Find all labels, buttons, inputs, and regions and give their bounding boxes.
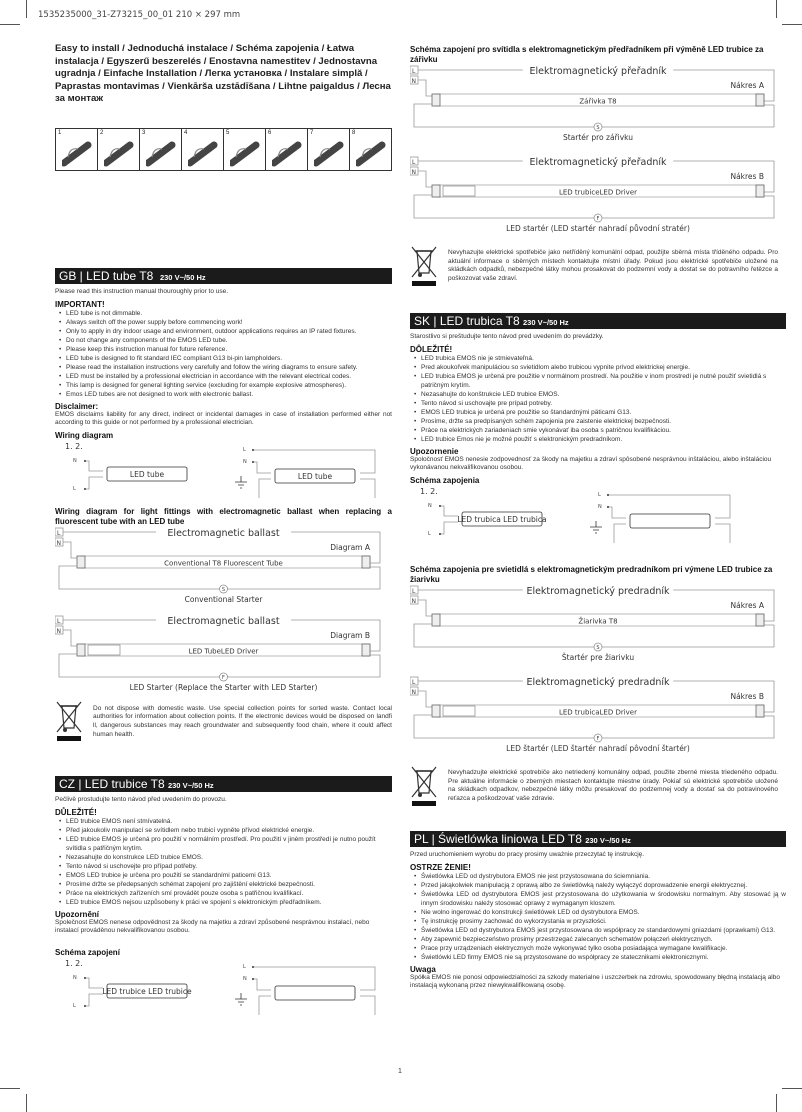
list-item: • Prace przy urządzeniach elektrycznych może wykonywać tylko osoba posiadająca wymagane kwalifikacje. xyxy=(414,944,786,953)
disclaimer-heading: Upozornenie xyxy=(410,446,459,456)
list-item: • Aby zapewnić bezpieczeństwo prosimy przestrzegać zalecanych schematów połączeń elektrycznych. xyxy=(414,935,786,944)
list-item: • Świetlówka LED od dystrybutora EMOS nie jest przystosowana do ściemniania. xyxy=(414,872,786,881)
wire-starter xyxy=(59,654,380,677)
end-cap-right xyxy=(362,644,370,656)
wire-starter xyxy=(414,624,774,647)
terminal-n-label: N xyxy=(411,598,416,605)
tube-label: LED TubeLED Driver xyxy=(188,647,259,656)
label-l-2: L xyxy=(243,963,246,970)
list-item: • EMOS LED trubice je určena pro použití se standardními paticemi G13. xyxy=(59,871,392,880)
important-list xyxy=(414,872,786,962)
weee-text: Nevyhadzujte elektrické spotrebiče ako netriedený komunálny odpad, použite zberné miesta triedeného odpadu. Pre aktuálne informácie o zberných miestach kontaktujte miestne úrady. Pokiaľ sú elektrické spotrebiče uložené na skládkach odpadkov, nebezpečné látky môžu presakovať do podzemnej vody a dostať sa do potravinového reťazca a poškodzovať vaše zdravie. xyxy=(448,769,778,802)
list-item: • Tę instrukcję prosimy zachować do wykorzystania w przyszłości. xyxy=(414,917,786,926)
installation-steps xyxy=(55,128,392,171)
label-l: L xyxy=(73,485,76,492)
diagram-a xyxy=(55,527,392,610)
install-step xyxy=(98,129,140,170)
terminal-l-label: L xyxy=(412,159,416,166)
list-item: • Prosíme, držte sa predpísaných schém zapojenia pre zaistenie elektrickej bezpečnosti. xyxy=(414,417,786,426)
disclaimer-text: Spoločnosť EMOS nenesie zodpovednosť za škody na majetku a zdraví spôsobené nesprávnou inštaláciou, alebo inštaláciou vykonávanou nekvalifikovanou osobou. xyxy=(410,455,772,472)
starter-label: Štartér pre žiarivku xyxy=(561,653,635,662)
step-illustration-icon xyxy=(146,137,176,169)
step-number: 2 xyxy=(100,130,104,136)
list-item: • Práce na elektrických zařízeních smí provádět pouze osoba s patřičnou kvalifikací. xyxy=(59,889,392,898)
simple-wiring-svg xyxy=(55,440,395,498)
simple-wiring-diagram xyxy=(55,440,392,503)
list-item: • This lamp is designed for general lighting service (excluding for example explosive atmospheres). xyxy=(59,381,392,390)
ballast-wiring-svg xyxy=(410,585,786,663)
step-number: 1 xyxy=(58,130,62,136)
list-item: • Please read the installation instructions very carefully and follow the wiring diagrams to ensure safety. xyxy=(59,363,392,372)
tube-label: LED trubiceLED Driver xyxy=(558,188,638,197)
simple-wiring-diagram xyxy=(55,957,392,1020)
starter-label: LED Starter (Replace the Starter with LED Starter) xyxy=(129,682,318,692)
end-cap-right xyxy=(756,705,764,717)
ballast-label: Elektromagnetický predradník xyxy=(526,677,670,688)
step-illustration-icon xyxy=(104,137,134,169)
diagram-label: Diagram A xyxy=(330,542,370,552)
weee-notice xyxy=(410,245,786,292)
step-illustration-icon xyxy=(356,137,386,169)
disclaimer-heading: Disclaimer: xyxy=(55,401,99,411)
section-header: CZ | LED trubice T8 230 V~/50 Hz xyxy=(55,776,392,792)
wire-starter xyxy=(414,715,774,738)
label-n: N xyxy=(428,502,432,509)
step-illustration-icon xyxy=(62,137,92,169)
install-step xyxy=(182,129,224,170)
diagram-a xyxy=(410,585,786,668)
label-n: N xyxy=(73,974,77,981)
list-item: • Prosíme držte se předepsaných schémat zapojení pro zajištění elektrické bezpečnosti. xyxy=(59,880,392,889)
terminal-n-label: N xyxy=(411,689,416,696)
wire-n xyxy=(63,542,81,558)
list-item: • Před jakoukoliv manipulací se svítidlem nebo trubicí vypněte přívod elektrické energie. xyxy=(59,826,392,835)
wiring-heading: Schéma zapojení xyxy=(55,947,120,957)
simple-wiring-svg xyxy=(55,957,395,1015)
list-item: • Please keep this instruction manual for future reference. xyxy=(59,345,392,354)
starter-symbol-label: S xyxy=(596,125,600,131)
led-tube-2 xyxy=(630,514,710,528)
simple-wiring-diagram xyxy=(410,485,786,548)
disclaimer-text: EMOS disclaims liability for any direct, indirect or incidental damages in case of installation performed either not according to this guide or not performed by a professional electrician. xyxy=(55,410,392,427)
label-l-2: L xyxy=(598,491,601,498)
diagram-b xyxy=(410,676,786,759)
weee-notice xyxy=(410,765,786,812)
list-item: • LED trubice EMOS není stmívatelná. xyxy=(59,817,392,826)
section-cz xyxy=(55,776,392,1020)
starter-symbol-label: F xyxy=(222,674,225,681)
list-item: • EMOS LED trubica je určená pre použitie so štandardnými päticami G13. xyxy=(414,408,786,417)
page-number: 1 xyxy=(398,1068,402,1075)
end-cap-right xyxy=(756,614,764,626)
install-step xyxy=(140,129,182,170)
simple-wiring-svg xyxy=(410,485,750,543)
list-item: • LED trubica EMOS je určená pre použitie v normálnom prostredí. Na použitie v inom prostredí je nutné použiť svietidlá s patričným krytím. xyxy=(414,372,786,390)
terminal-l-label: L xyxy=(412,588,416,595)
terminal-n-label: N xyxy=(56,539,61,547)
intro-text: Pečlivě prostudujte tento návod před uvedením do provozu. xyxy=(55,796,227,803)
section-header: GB | LED tube T8 230 V~/50 Hz xyxy=(55,268,392,284)
list-item: • Only to apply in dry indoor usage and environment, outdoor applications requires an IP rated fixtures. xyxy=(59,327,392,336)
tube-label: LED trubica LED trubica xyxy=(457,514,547,524)
label-l: L xyxy=(73,1002,76,1009)
step-number: 4 xyxy=(184,130,188,136)
step-number: 3 xyxy=(142,130,146,136)
end-cap-right xyxy=(362,556,370,568)
terminal-n-label: N xyxy=(411,169,416,176)
starter-symbol-label: S xyxy=(221,586,226,593)
tube-label: Zářivka T8 xyxy=(579,97,617,106)
wire-starter xyxy=(414,104,774,127)
disclaimer-heading: Upozornění xyxy=(55,909,99,919)
list-item: • Nezasahujte do konstrukce LED trubice EMOS. xyxy=(59,853,392,862)
section-pl xyxy=(410,831,786,991)
end-cap-left xyxy=(432,705,440,717)
diagram-label: Nákres B xyxy=(730,692,764,701)
terminal-l-label: L xyxy=(412,68,416,75)
terminal-n-label: N xyxy=(56,627,61,635)
intro-text: Please read this instruction manual thouroughly prior to use. xyxy=(55,288,229,295)
diagram-b xyxy=(410,156,786,239)
diagram-label: Nákres A xyxy=(730,601,764,610)
label-l: L xyxy=(428,530,431,537)
terminal-l-label: L xyxy=(57,617,61,625)
important-heading: OSTRZE ŻENIE! xyxy=(410,862,471,872)
diagram-label: Diagram B xyxy=(330,630,370,640)
starter-symbol-label: S xyxy=(596,645,600,651)
important-list xyxy=(59,817,392,907)
section-gb xyxy=(55,268,392,747)
end-cap-left xyxy=(432,94,440,106)
list-item: • LED tube is not dimmable. xyxy=(59,309,392,318)
end-cap-left xyxy=(77,644,85,656)
end-cap-right xyxy=(756,94,764,106)
label-n-2: N xyxy=(243,458,247,465)
weee-text: Nevyhazujte elektrické spotřebiče jako netříděný komunální odpad, použijte sběrná místa tříděného odpadu. Pro aktuální informace o sběrných místech kontaktujte místní úřady. Pokud jsou elektrické spotřebiče uložené na skládkách odpadků, nebezpečné látky mohou prosakovat do podzemní vody a dostat se do potravního řetězce a poškozovat vaše zdraví. xyxy=(448,249,778,282)
step-number: 8 xyxy=(352,130,356,136)
list-item: • LED tube is designed to fit standard IEC compliant G13 bi-pin lampholders. xyxy=(59,354,392,363)
ballast-label: Elektromagnetický přeřadník xyxy=(529,157,667,168)
label-l-2: L xyxy=(243,446,246,453)
intro-text: Przed uruchomieniem wyrobu do pracy prosimy uważnie przeczytać tę instrukcję. xyxy=(410,851,645,858)
install-step xyxy=(308,129,350,170)
starter-label: Startér pro zářivku xyxy=(562,133,634,142)
diagram-b xyxy=(55,615,392,698)
step-illustration-icon xyxy=(188,137,218,169)
section-sk xyxy=(410,313,786,548)
list-item: • Świetlówka LED od dystrybutora EMOS jest przystosowana do współpracy ze standardowymi gniazdami (oprawkami) G13. xyxy=(414,926,786,935)
list-item: • LED must be installed by a professional electrician in accordance with the relevant electrical codes. xyxy=(59,372,392,381)
ballast-label: Elektromagnetický predradník xyxy=(526,586,670,597)
disclaimer-text: Společnost EMOS nenese odpovědnost za škody na majetku a zdraví způsobené nesprávnou instalací, nebo instalací prováděnou nekvalifikovanou osobou. xyxy=(55,918,370,935)
important-list xyxy=(414,354,786,444)
section-header: SK | LED trubica T8 230 V~/50 Hz xyxy=(410,313,786,329)
diagram-numbers: 1. 2. xyxy=(65,441,83,451)
diagram-numbers: 1. 2. xyxy=(420,486,438,496)
step-illustration-icon xyxy=(230,137,260,169)
document-code: 1535235000_31-Z73215_00_01 210 × 297 mm xyxy=(38,10,241,20)
starter-label: Conventional Starter xyxy=(184,594,263,604)
tube-label-2: LED tube xyxy=(297,471,333,481)
list-item: • Nie wolno ingerować do konstrukcji świetlówek LED od dystrybutora EMOS. xyxy=(414,908,786,917)
wiring-heading: Wiring diagram xyxy=(55,430,114,440)
label-n: N xyxy=(73,457,77,464)
ballast-heading: Schéma zapojení pro svítidla s elektromagnetickým předřadníkem při výměně LED trubice za zářivku xyxy=(410,45,764,64)
ballast-wiring-svg xyxy=(55,615,392,693)
wire-starter xyxy=(414,195,774,218)
install-step xyxy=(56,129,98,170)
end-cap-left xyxy=(432,614,440,626)
label-n-2: N xyxy=(243,975,247,982)
ballast-wiring-svg xyxy=(410,676,786,754)
list-item: • LED trubica EMOS nie je stmievateľná. xyxy=(414,354,786,363)
wire-starter xyxy=(59,566,380,589)
install-step xyxy=(350,129,391,170)
list-item: • Emos LED tubes are not designed to work with electronic ballast. xyxy=(59,390,392,399)
install-step xyxy=(266,129,308,170)
starter-symbol-label: F xyxy=(596,736,600,742)
disclaimer-text: Spółka EMOS nie ponosi odpowiedzialności za szkody materialne i uszczerbek na zdrowiu, spowodowany błędną instalacją albo instalacją wykonaną przez niewykwalifikowaną osobę. xyxy=(410,973,780,990)
list-item: • LED trubice Emos nie je možné použiť s elektronickým predradníkom. xyxy=(414,435,786,444)
important-heading: DÔLEŽITÉ! xyxy=(410,344,453,354)
important-heading: DŮLEŽITÉ! xyxy=(55,807,97,817)
list-item: • Tento návod si uschovajte pre prípad potreby. xyxy=(414,399,786,408)
list-item: • Pred akoukoľvek manipuláciou so svietidlom alebo trubicou vypnite prívod elektrickej energie. xyxy=(414,363,786,372)
ballast-label: Electromagnetic ballast xyxy=(167,527,280,539)
terminal-n-label: N xyxy=(411,78,416,85)
weee-notice xyxy=(55,700,392,747)
ballast-label: Electromagnetic ballast xyxy=(167,615,280,627)
label-n-2: N xyxy=(598,503,602,510)
terminal-l-label: L xyxy=(57,529,61,537)
ballast-heading: Schéma zapojenia pre svietidlá s elektromagnetickým predradníkom pri výmene LED trubice za žiarivku xyxy=(410,565,773,584)
list-item: • Świetlówka LED od dystrybutora EMOS jest przystosowana do użytkowania w środowisku normalnym. Aby stosować ją w innym środowisku należy stosować oprawy z wymaganym kloszem. xyxy=(414,890,786,908)
tube-label: LED trubice LED trubice xyxy=(102,986,192,996)
ground-icon xyxy=(235,993,247,1005)
led-tube-2 xyxy=(275,986,355,1000)
step-illustration-icon xyxy=(314,137,344,169)
terminal-l-label: L xyxy=(412,679,416,686)
weee-bin-icon xyxy=(55,700,83,747)
ground-icon xyxy=(590,521,602,533)
wire-n xyxy=(418,80,436,96)
wire-n xyxy=(418,691,436,707)
list-item: • Práce na elektrických zariadeniach smie vykonávať iba osoba s patričnou kvalifikáciou. xyxy=(414,426,786,435)
wire-n xyxy=(63,630,81,646)
tube-label: LED tube xyxy=(129,469,165,479)
end-cap-left xyxy=(432,185,440,197)
weee-bin-icon xyxy=(410,765,438,812)
diagram-label: Nákres B xyxy=(730,172,764,181)
list-item: • LED trubice EMOS nejsou uzpůsobeny k práci ve spojení s elektronickým předřadníkem. xyxy=(59,898,392,907)
end-cap-left xyxy=(77,556,85,568)
starter-label: LED startér (LED startér nahradí původní stratér) xyxy=(506,224,690,233)
weee-text: Do not dispose with domestic waste. Use special collection points for sorted waste. Contact local authorities for information about collection points. If the electronic devices would be disposed on landfi ll, dangerous substances may reach groundwater and subsequently food chain, where it could affect human health. xyxy=(93,704,392,738)
install-title: Easy to install / Jednoduchá instalace / Schéma zapojenia / Łatwa instalacja / Egyszerű beszerelés / Enostavna namestitev / Jednostavna ugradnja / Einfache Installation / Легка установка / Instalare simplă / Paprastas montavimas / Vienkārša uzstādīšana / Lihtne paigaldus / Лесна за монтаж xyxy=(55,43,391,105)
disclaimer-heading: Uwaga xyxy=(410,964,436,974)
weee-bin-icon xyxy=(410,245,438,292)
list-item: • Świetlówki LED firmy EMOS nie są przystosowane do współpracy ze statecznikami elektronicznymi. xyxy=(414,953,786,962)
ballast-label: Elektromagnetický přeřadník xyxy=(529,66,667,77)
list-item: • Tento návod si uschovejte pro případ potřeby. xyxy=(59,862,392,871)
important-list xyxy=(59,309,392,399)
step-number: 5 xyxy=(226,130,230,136)
tube-label: LED trubicaLED Driver xyxy=(558,708,638,717)
step-number: 7 xyxy=(310,130,314,136)
wiring-heading: Schéma zapojenia xyxy=(410,475,480,485)
list-item: • Do not change any components of the EMOS LED tube. xyxy=(59,336,392,345)
list-item: • Always switch off the power supply before commencing work! xyxy=(59,318,392,327)
step-illustration-icon xyxy=(272,137,302,169)
ground-icon xyxy=(235,476,247,488)
starter-symbol-label: F xyxy=(596,216,600,222)
ballast-wiring-svg xyxy=(410,156,786,234)
list-item: • Przed jakąkolwiek manipulacją z oprawą albo ze świetlówką należy wyłączyć doprowadzenie energii elektrycznej. xyxy=(414,881,786,890)
step-number: 6 xyxy=(268,130,272,136)
section-header: PL | Świetlówka liniowa LED T8 230 V~/50 Hz xyxy=(410,831,786,847)
ballast-heading: Wiring diagram for light fittings with electromagnetic ballast when replacing a fluorescent tube with an LED tube xyxy=(55,506,392,526)
important-heading: IMPORTANT! xyxy=(55,299,105,309)
list-item: • Nezasahujte do konštrukcie LED trubice EMOS. xyxy=(414,390,786,399)
end-cap-right xyxy=(756,185,764,197)
diagram-a xyxy=(410,65,786,148)
diagram-numbers: 1. 2. xyxy=(65,958,83,968)
diagram-label: Nákres A xyxy=(730,81,764,90)
list-item: • LED trubice EMOS je určená pro použití v normálním prostředí. Pro použití v jiném prostředí je nutno použít svítidla s patřičným krytím. xyxy=(59,835,392,853)
install-step xyxy=(224,129,266,170)
ballast-wiring-svg xyxy=(55,527,392,605)
ballast-wiring-svg xyxy=(410,65,786,143)
cz-ballast-section xyxy=(410,45,786,292)
intro-text: Starostlivo si preštudujte tento návod pred uvedením do prevádzky. xyxy=(410,333,604,340)
starter-label: LED štartér (LED štartér nahradí pôvodní štartér) xyxy=(506,744,690,753)
tube-label: Conventional T8 Fluorescent Tube xyxy=(164,559,283,568)
sk-ballast-section xyxy=(410,565,786,812)
wire-n xyxy=(418,600,436,616)
tube-label: Žiarivka T8 xyxy=(578,617,618,626)
